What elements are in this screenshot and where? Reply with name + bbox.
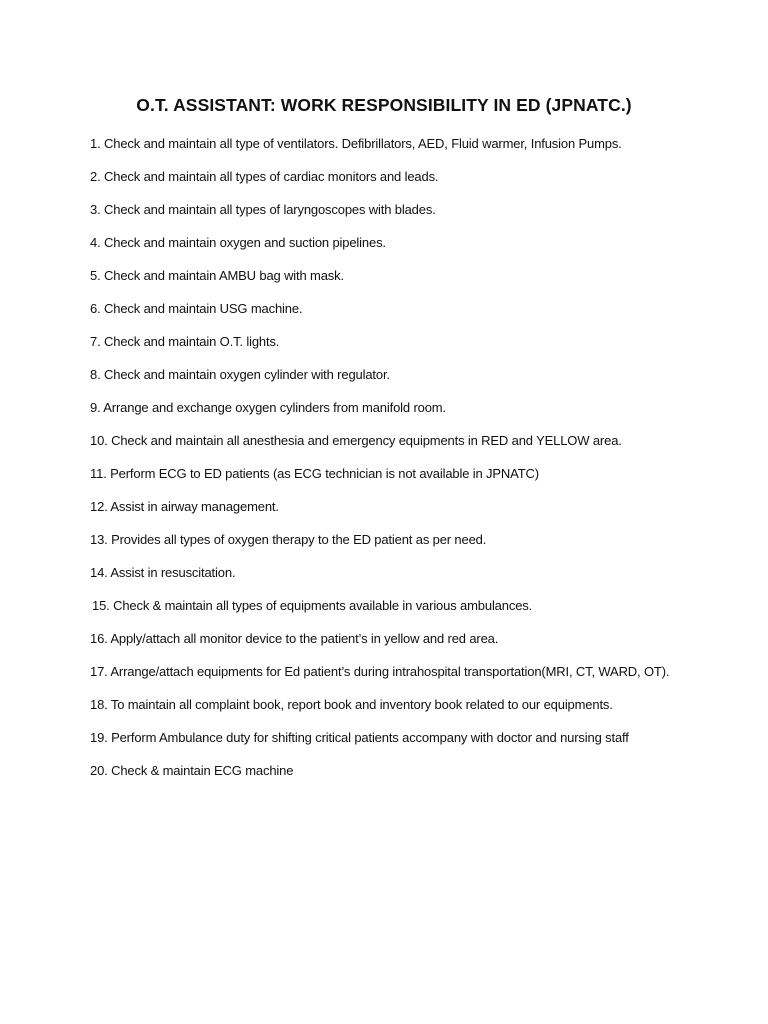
list-item: 13. Provides all types of oxygen therapy to the ED patient as per need. bbox=[90, 532, 487, 547]
list-item: 11. Perform ECG to ED patients (as ECG technician is not available in JPNATC) bbox=[90, 466, 539, 481]
responsibility-list bbox=[90, 133, 740, 793]
list-item: 20. Check & maintain ECG machine bbox=[90, 763, 294, 778]
list-item: 17. Arrange/attach equipments for Ed patient’s during intrahospital transportation(MRI, CT, WARD, OT). bbox=[90, 664, 670, 679]
list-item: 16. Apply/attach all monitor device to the patient’s in yellow and red area. bbox=[90, 631, 499, 646]
list-item: 7. Check and maintain O.T. lights. bbox=[90, 334, 280, 349]
list-item: 19. Perform Ambulance duty for shifting critical patients accompany with doctor and nursing staff bbox=[90, 730, 629, 745]
list-item: 6. Check and maintain USG machine. bbox=[90, 301, 303, 316]
list-item: 5. Check and maintain AMBU bag with mask. bbox=[90, 268, 344, 283]
list-item: 9. Arrange and exchange oxygen cylinders from manifold room. bbox=[90, 400, 446, 415]
list-item: 3. Check and maintain all types of laryngoscopes with blades. bbox=[90, 202, 436, 217]
list-item: 14. Assist in resuscitation. bbox=[90, 565, 236, 580]
list-item: 12. Assist in airway management. bbox=[90, 499, 279, 514]
list-item: 2. Check and maintain all types of cardiac monitors and leads. bbox=[90, 169, 439, 184]
document-title: O.T. ASSISTANT: WORK RESPONSIBILITY IN ED (JPNATC.) bbox=[136, 95, 632, 115]
list-item: 1. Check and maintain all type of ventilators. Defibrillators, AED, Fluid warmer, Infusion Pumps. bbox=[90, 136, 622, 151]
list-item: 18. To maintain all complaint book, report book and inventory book related to our equipments. bbox=[90, 697, 613, 712]
list-item: 15. Check & maintain all types of equipments available in various ambulances. bbox=[92, 598, 533, 613]
list-item: 10. Check and maintain all anesthesia and emergency equipments in RED and YELLOW area. bbox=[90, 433, 622, 448]
list-item: 8. Check and maintain oxygen cylinder with regulator. bbox=[90, 367, 390, 382]
list-item: 4. Check and maintain oxygen and suction pipelines. bbox=[90, 235, 386, 250]
